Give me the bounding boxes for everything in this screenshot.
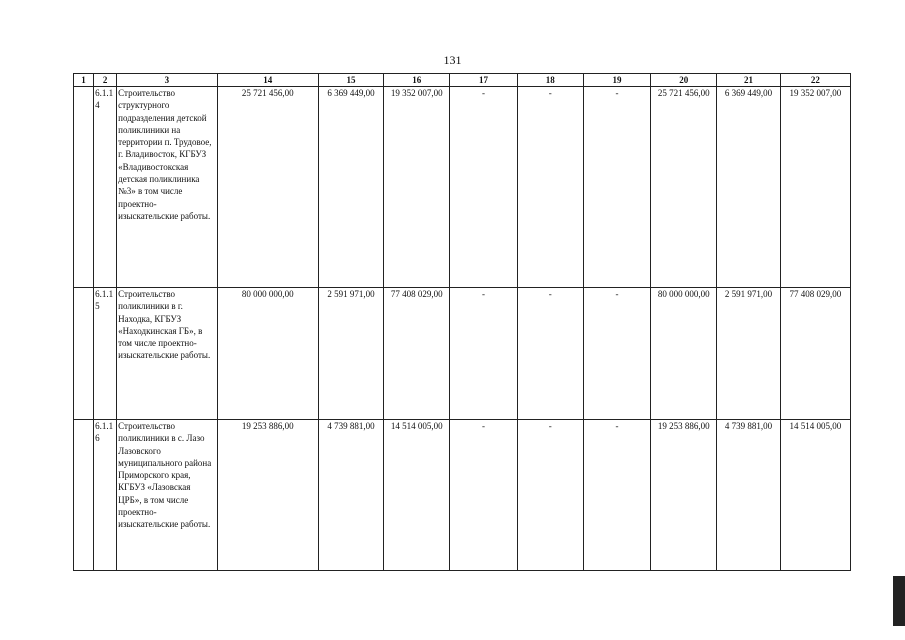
cell-col1 <box>74 420 94 571</box>
cell-col22: 77 408 029,00 <box>780 288 850 420</box>
header-cell: 2 <box>94 74 117 87</box>
header-cell: 22 <box>780 74 850 87</box>
cell-col20: 19 253 886,00 <box>651 420 717 571</box>
cell-col19: - <box>583 87 650 288</box>
budget-table <box>73 73 851 571</box>
cell-project-name: Строительство структурного подразделения детской поликлиники на территории п. Трудовое, г. Владивосток, КГБУЗ «Владивостокская детская поликлиника №3» в том числе проектно-изыскательские работы. <box>117 87 217 288</box>
header-cell: 15 <box>318 74 383 87</box>
header-cell: 19 <box>583 74 650 87</box>
header-cell: 17 <box>450 74 517 87</box>
cell-item-number: 6.1.1 4 <box>94 87 117 288</box>
cell-col20: 80 000 000,00 <box>651 288 717 420</box>
cell-item-number: 6.1.1 6 <box>94 420 117 571</box>
cell-col21: 6 369 449,00 <box>717 87 780 288</box>
cell-project-name: Строительство поликлиники в с. Лазо Лазовского муниципального района Приморского края, КГБУЗ «Лазовская ЦРБ», в том числе проектно-изыскательские работы. <box>117 420 217 571</box>
cell-col17: - <box>450 288 517 420</box>
cell-col21: 2 591 971,00 <box>717 288 780 420</box>
table-row <box>74 87 851 288</box>
cell-col20: 25 721 456,00 <box>651 87 717 288</box>
header-cell: 21 <box>717 74 780 87</box>
table-row <box>74 288 851 420</box>
cell-col14: 80 000 000,00 <box>217 288 318 420</box>
header-cell: 20 <box>651 74 717 87</box>
cell-col16: 19 352 007,00 <box>384 87 450 288</box>
cell-col19: - <box>583 420 650 571</box>
cell-col15: 6 369 449,00 <box>318 87 383 288</box>
scan-edge-mark <box>893 576 905 626</box>
cell-col14: 19 253 886,00 <box>217 420 318 571</box>
header-cell: 1 <box>74 74 94 87</box>
table-row <box>74 420 851 571</box>
cell-col18: - <box>517 288 583 420</box>
cell-col15: 4 739 881,00 <box>318 420 383 571</box>
header-cell: 16 <box>384 74 450 87</box>
cell-item-number: 6.1.1 5 <box>94 288 117 420</box>
header-cell: 18 <box>517 74 583 87</box>
header-cell: 14 <box>217 74 318 87</box>
cell-col17: - <box>450 87 517 288</box>
cell-col15: 2 591 971,00 <box>318 288 383 420</box>
cell-col16: 14 514 005,00 <box>384 420 450 571</box>
cell-col18: - <box>517 420 583 571</box>
header-cell: 3 <box>117 74 217 87</box>
cell-col22: 19 352 007,00 <box>780 87 850 288</box>
cell-col1 <box>74 87 94 288</box>
page-number: 131 <box>443 53 462 67</box>
cell-col21: 4 739 881,00 <box>717 420 780 571</box>
cell-col1 <box>74 288 94 420</box>
cell-col19: - <box>583 288 650 420</box>
cell-col17: - <box>450 420 517 571</box>
header-row <box>74 74 851 87</box>
cell-project-name: Строительство поликлиники в г. Находка, КГБУЗ «Находкинская ГБ», в том числе проектно-изыскательские работы. <box>117 288 217 420</box>
cell-col22: 14 514 005,00 <box>780 420 850 571</box>
cell-col16: 77 408 029,00 <box>384 288 450 420</box>
cell-col14: 25 721 456,00 <box>217 87 318 288</box>
cell-col18: - <box>517 87 583 288</box>
